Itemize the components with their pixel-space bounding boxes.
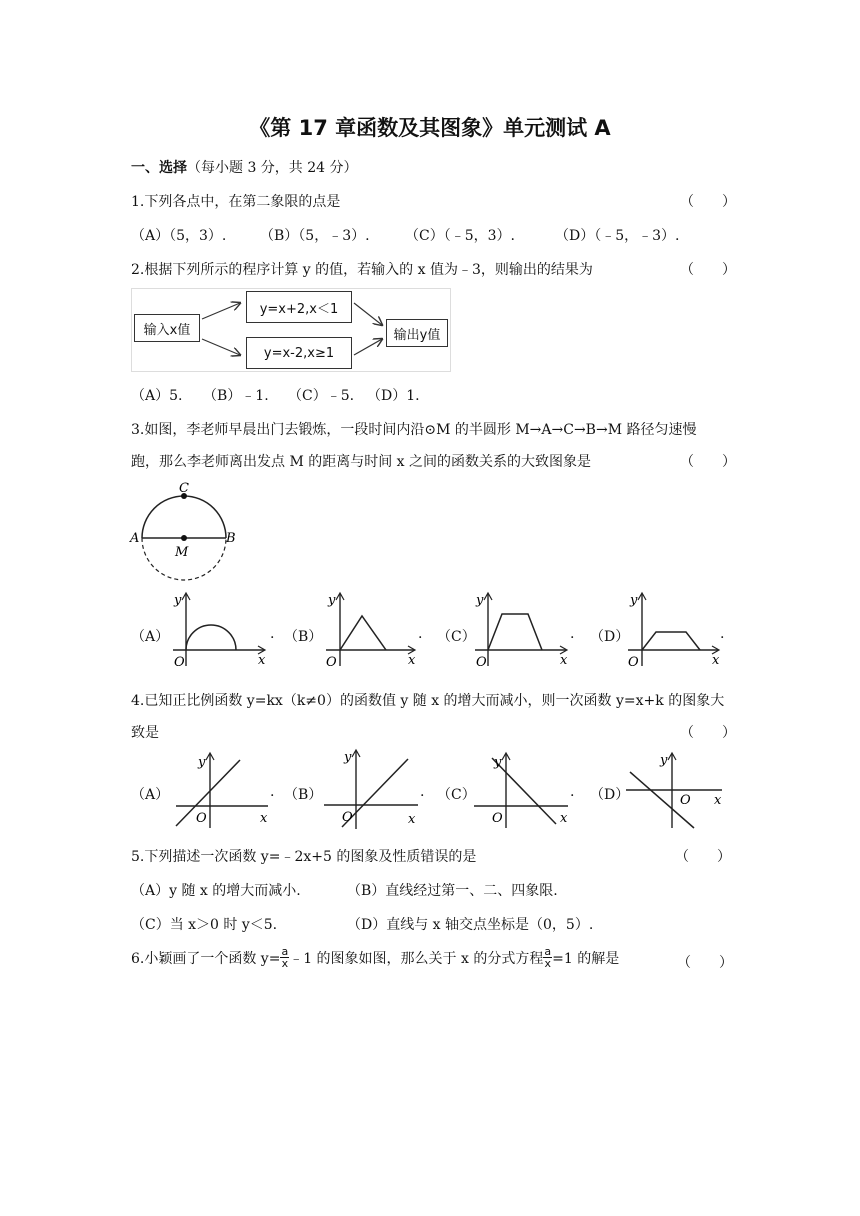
q4-stem-line2: 致是 [131, 725, 159, 741]
curve-trapezoid-tall [488, 614, 542, 650]
curve-trapezoid-low [642, 632, 700, 650]
arrow-bottom-to-output [354, 339, 382, 355]
q4-graph-c [470, 748, 570, 830]
q2-option-c: （C）﹣5. [288, 388, 355, 404]
section-note: （每小题 3 分，共 24 分） [187, 160, 358, 176]
q3-graph-d [622, 590, 722, 670]
svg-text:x: x [408, 812, 416, 827]
section-title: 一、选择 [131, 160, 187, 176]
q3-circle-figure [128, 478, 240, 582]
q5-answer-paren[interactable]: （ ） [675, 849, 731, 865]
q2-option-d: （D）1. [367, 388, 420, 404]
flow-branch-top: y=x+2,x＜1 [246, 291, 352, 323]
flow-input-box: 输入x值 [134, 314, 200, 342]
q5-option-d: （D）直线与 x 轴交点坐标是（0，5）. [347, 917, 594, 933]
svg-text:O: O [476, 655, 487, 670]
q3-stem-line1: 3.如图，李老师早晨出门去锻炼，一段时间内沿⊙M 的半圆形 M→A→C→B→M 路径匀速慢 [131, 422, 697, 438]
q3-graph-c [470, 590, 570, 670]
svg-text:O: O [492, 811, 503, 826]
line-increasing-neg-intercept [176, 760, 240, 826]
point-m [181, 535, 187, 541]
svg-text:x: x [258, 653, 266, 668]
q4-option-a-label: （A） [131, 787, 170, 803]
svg-text:y: y [174, 593, 182, 608]
svg-text:x: x [712, 653, 720, 668]
arrow-top-to-output [354, 303, 382, 325]
arrow-to-top [202, 303, 240, 319]
q3-stem-line2: 跑，那么李老师离出发点 M 的距离与时间 x 之间的函数关系的大致图象是 [131, 454, 592, 470]
q4-stem-line1: 4.已知正比例函数 y=kx（k≠0）的函数值 y 随 x 的增大而减小，则一次函数 y=x+k 的图象大 [131, 693, 725, 709]
svg-text:y: y [344, 750, 352, 765]
q1-option-b: （B）（5，﹣3）. [260, 228, 370, 244]
q4-answer-paren[interactable]: （ ） [680, 725, 736, 741]
q3-graph-a [168, 590, 268, 670]
svg-text:x: x [560, 811, 568, 826]
label-c: C [179, 481, 189, 496]
q3-option-d-label: （D） [590, 629, 630, 645]
q3-answer-paren[interactable]: （ ） [680, 454, 736, 470]
q6-stem: 6.小颖画了一个函数 y= $\frac{a}{x}$ ﹣1 的图象如图，那么关于 x 的分式方程 $\frac{a}{x}$ =1 的解是 [131, 945, 620, 970]
svg-text:y: y [198, 755, 206, 770]
curve-semicircle [186, 625, 236, 650]
q2-answer-paren[interactable]: （ ） [680, 262, 736, 278]
q2-option-a: （A）5. [131, 388, 183, 404]
q3-option-b-label: （B） [284, 629, 323, 645]
q2-stem: 2.根据下列所示的程序计算 y 的值，若输入的 x 值为﹣3，则输出的结果为 [131, 262, 593, 278]
svg-text:O: O [342, 810, 353, 825]
svg-text:O: O [196, 811, 207, 826]
q4-graph-d [622, 748, 732, 830]
q3-option-c-label: （C） [437, 629, 476, 645]
svg-text:y: y [494, 755, 502, 770]
svg-text:O: O [680, 793, 691, 808]
label-a: A [130, 531, 140, 546]
q6-answer-paren[interactable]: （ ） [677, 955, 733, 971]
curve-triangle [340, 616, 386, 650]
q1-option-d: （D）（﹣5，﹣3）. [555, 228, 680, 244]
flow-arrows [132, 289, 450, 371]
arrow-to-bottom [202, 339, 240, 355]
svg-text:O: O [628, 655, 639, 670]
q4-graph-a [170, 748, 270, 830]
q4-option-c-label: （C） [437, 787, 476, 803]
q1-option-c: （C）（﹣5，3）. [405, 228, 515, 244]
q1-option-a: （A）（5，3）. [131, 228, 227, 244]
label-m: M [175, 545, 189, 560]
q5-stem: 5.下列描述一次函数 y=﹣2x+5 的图象及性质错误的是 [131, 849, 477, 865]
flow-output-box: 输出y值 [386, 319, 448, 347]
q2-option-b: （B）﹣1. [203, 388, 269, 404]
svg-text:x: x [260, 811, 268, 826]
svg-text:y: y [476, 593, 484, 608]
q3-graph-b [318, 590, 418, 670]
svg-text:O: O [326, 655, 337, 670]
svg-text:y: y [630, 593, 638, 608]
svg-text:x: x [714, 793, 722, 808]
upper-semicircle [142, 496, 226, 538]
q6-fraction-2: $\frac{a}{x}$ [544, 945, 552, 970]
page-title: 《第 17 章函数及其图象》单元测试 A [249, 116, 611, 140]
q6-fraction-1: $\frac{a}{x}$ [281, 945, 289, 970]
q3-option-a-label: （A） [131, 629, 170, 645]
q4-option-b-label: （B） [284, 787, 323, 803]
q2-flowchart [131, 288, 451, 372]
svg-text:x: x [408, 653, 416, 668]
section-heading [131, 157, 358, 177]
flow-branch-bottom: y=x-2,x≥1 [246, 337, 352, 369]
svg-text:O: O [174, 655, 185, 670]
q5-option-c: （C）当 x＞0 时 y＜5. [131, 917, 278, 933]
q4-option-d-label: （D） [590, 787, 630, 803]
svg-text:y: y [328, 593, 336, 608]
q1-answer-paren[interactable]: （ ） [680, 194, 736, 210]
q1-stem: 1.下列各点中，在第二象限的点是 [131, 194, 341, 210]
svg-text:y: y [660, 753, 668, 768]
q5-option-b: （B）直线经过第一、二、四象限. [347, 883, 558, 899]
q4-graph-b [320, 745, 420, 831]
svg-text:x: x [560, 653, 568, 668]
label-b: B [226, 531, 236, 546]
q5-option-a: （A）y 随 x 的增大而减小. [131, 883, 301, 899]
